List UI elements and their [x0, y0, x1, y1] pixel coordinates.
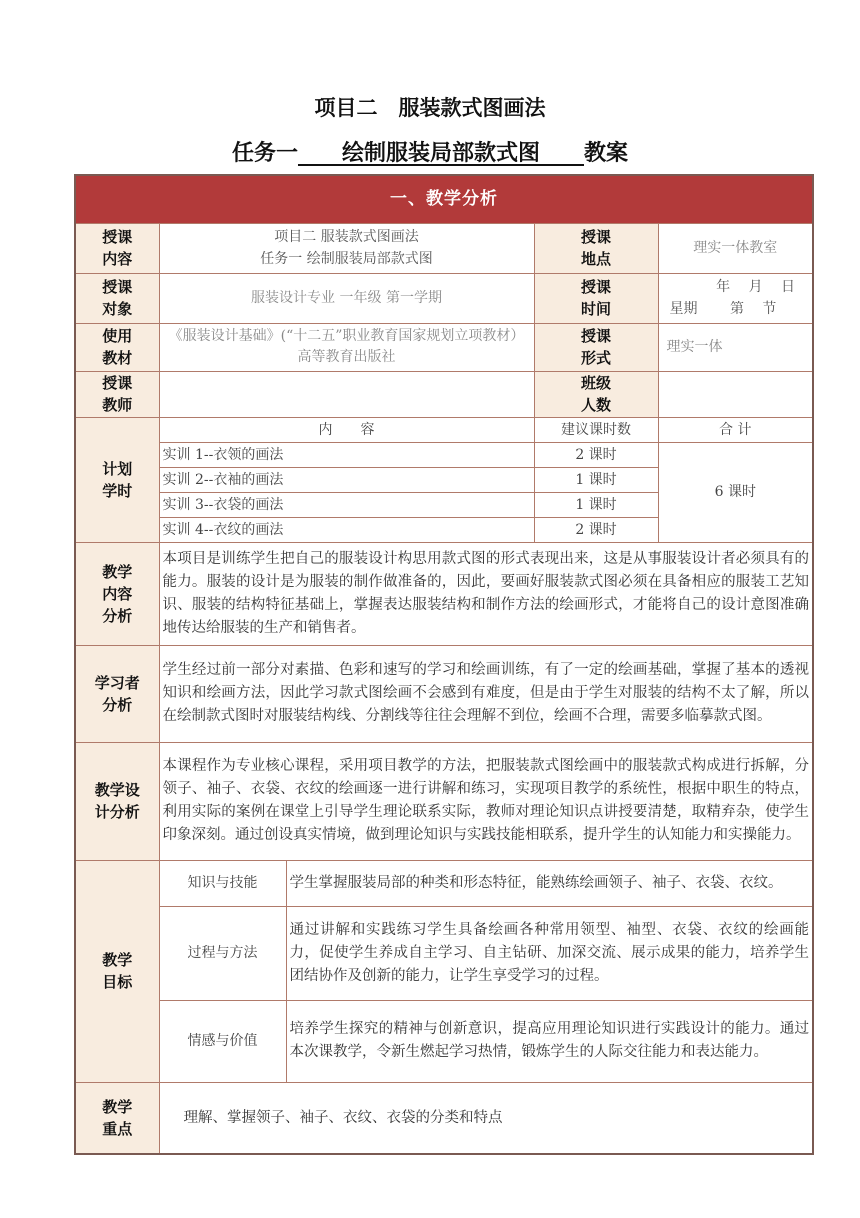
teacher-value [159, 371, 534, 417]
goal-name: 情感与价值 [159, 1000, 286, 1082]
label-design-analysis: 教学设 计分析 [75, 742, 159, 860]
task-title-underlined: 绘制服装局部款式图 [297, 141, 584, 166]
time-weekday: 星期 第 节 [669, 301, 777, 317]
task-title-suffix: 教案 [584, 141, 629, 166]
schedule-item-hours: 2 课时 [534, 442, 658, 467]
content-value-line2: 任务一 绘制服装局部款式图 [260, 251, 433, 267]
schedule-total: 6 课时 [658, 442, 813, 542]
label-goals: 教学 目标 [75, 860, 159, 1082]
target-value: 服装设计专业 一年级 第一学期 [159, 273, 534, 323]
goal-name: 知识与技能 [159, 860, 286, 906]
schedule-item-hours: 1 课时 [534, 467, 658, 492]
label-learner-analysis: 学习者 分析 [75, 645, 159, 742]
goal-text: 通过讲解和实践练习学生具备绘画各种常用领型、袖型、衣袋、衣纹的绘画能力，促使学生养成自主学习、自主钻研、加深交流、展示成果的能力，培养学生团结协作及创新的能力，让学生享受学习的过程。 [286, 906, 813, 1000]
label-textbook: 使用 教材 [75, 323, 159, 371]
task-title [0, 136, 860, 167]
schedule-col-content: 内 容 [159, 417, 534, 442]
goal-name: 过程与方法 [159, 906, 286, 1000]
content-analysis-text: 本项目是训练学生把自己的服装设计构思用款式图的形式表现出来，这是从事服装设计者必须具有的能力。服装的设计是为服装的制作做准备的，因此，要画好服装款式图必须在具备相应的服装工艺知识、服装的结构特征基础上，掌握表达服装结构和制作方法的绘画形式，才能将自己的设计意图准确地传达给服装的生产和销售者。 [159, 542, 813, 645]
key-points-text: 理解、掌握领子、袖子、衣纹、衣袋的分类和特点 [159, 1082, 813, 1154]
schedule-col-hours: 建议课时数 [534, 417, 658, 442]
design-analysis-text: 本课程作为专业核心课程，采用项目教学的方法，把服装款式图绘画中的服装款式构成进行拆解，分领子、袖子、衣袋、衣纹的绘画逐一进行讲解和练习，实现项目教学的系统性，根据中职生的特点，利用实际的案例在课堂上引导学生理论联系实际，教师对理论知识点讲授要清楚，取精弃杂，使学生印象深刻。通过创设真实情境，做到理论知识与实践技能相联系，提升学生的认知能力和实操能力。 [159, 742, 813, 860]
label-content: 授课 内容 [75, 223, 159, 273]
label-format: 授课 形式 [534, 323, 658, 371]
label-content-analysis: 教学 内容 分析 [75, 542, 159, 645]
label-schedule: 计划 学时 [75, 417, 159, 542]
goal-text: 培养学生探究的精神与创新意识，提高应用理论知识进行实践设计的能力。通过本次课教学，令新生燃起学习热情，锻炼学生的人际交往能力和表达能力。 [286, 1000, 813, 1082]
label-time: 授课 时间 [534, 273, 658, 323]
time-date: 年 月 日 [716, 279, 796, 295]
schedule-col-total: 合 计 [658, 417, 813, 442]
time-value [658, 273, 813, 323]
format-value: 理实一体 [658, 323, 813, 371]
schedule-item: 实训 1--衣领的画法 [159, 442, 534, 467]
label-location: 授课 地点 [534, 223, 658, 273]
task-title-prefix: 任务一 [231, 141, 298, 166]
schedule-item: 实训 4--衣纹的画法 [159, 517, 534, 542]
content-value [159, 223, 534, 273]
schedule-item-hours: 2 课时 [534, 517, 658, 542]
schedule-item: 实训 2--衣袖的画法 [159, 467, 534, 492]
label-teacher: 授课 教师 [75, 371, 159, 417]
section-header: 一、教学分析 [75, 175, 813, 223]
page-title: 项目二 服装款式图画法 [314, 96, 546, 120]
label-key-points: 教学 重点 [75, 1082, 159, 1154]
learner-analysis-text: 学生经过前一部分对素描、色彩和速写的学习和绘画训练，有了一定的绘画基础，掌握了基本的透视知识和绘画方法，因此学习款式图绘画不会感到有难度，但是由于学生对服装的结构不太了解，所以在绘制款式图时对服装结构线、分割线等往往会理解不到位，绘画不合理，需要多临摹款式图。 [159, 645, 813, 742]
goal-text: 学生掌握服装局部的种类和形态特征，能熟练绘画领子、袖子、衣袋、衣纹。 [286, 860, 813, 906]
schedule-item-hours: 1 课时 [534, 492, 658, 517]
label-class-size: 班级 人数 [534, 371, 658, 417]
lesson-plan-table [74, 174, 814, 1155]
schedule-item: 实训 3--衣袋的画法 [159, 492, 534, 517]
label-target: 授课 对象 [75, 273, 159, 323]
class-size-value [658, 371, 813, 417]
content-value-line1: 项目二 服装款式图画法 [274, 229, 419, 245]
location-value: 理实一体教室 [658, 223, 813, 273]
textbook-value: 《服装设计基础》(“十二五”职业教育国家规划立项教材）高等教育出版社 [159, 323, 534, 371]
